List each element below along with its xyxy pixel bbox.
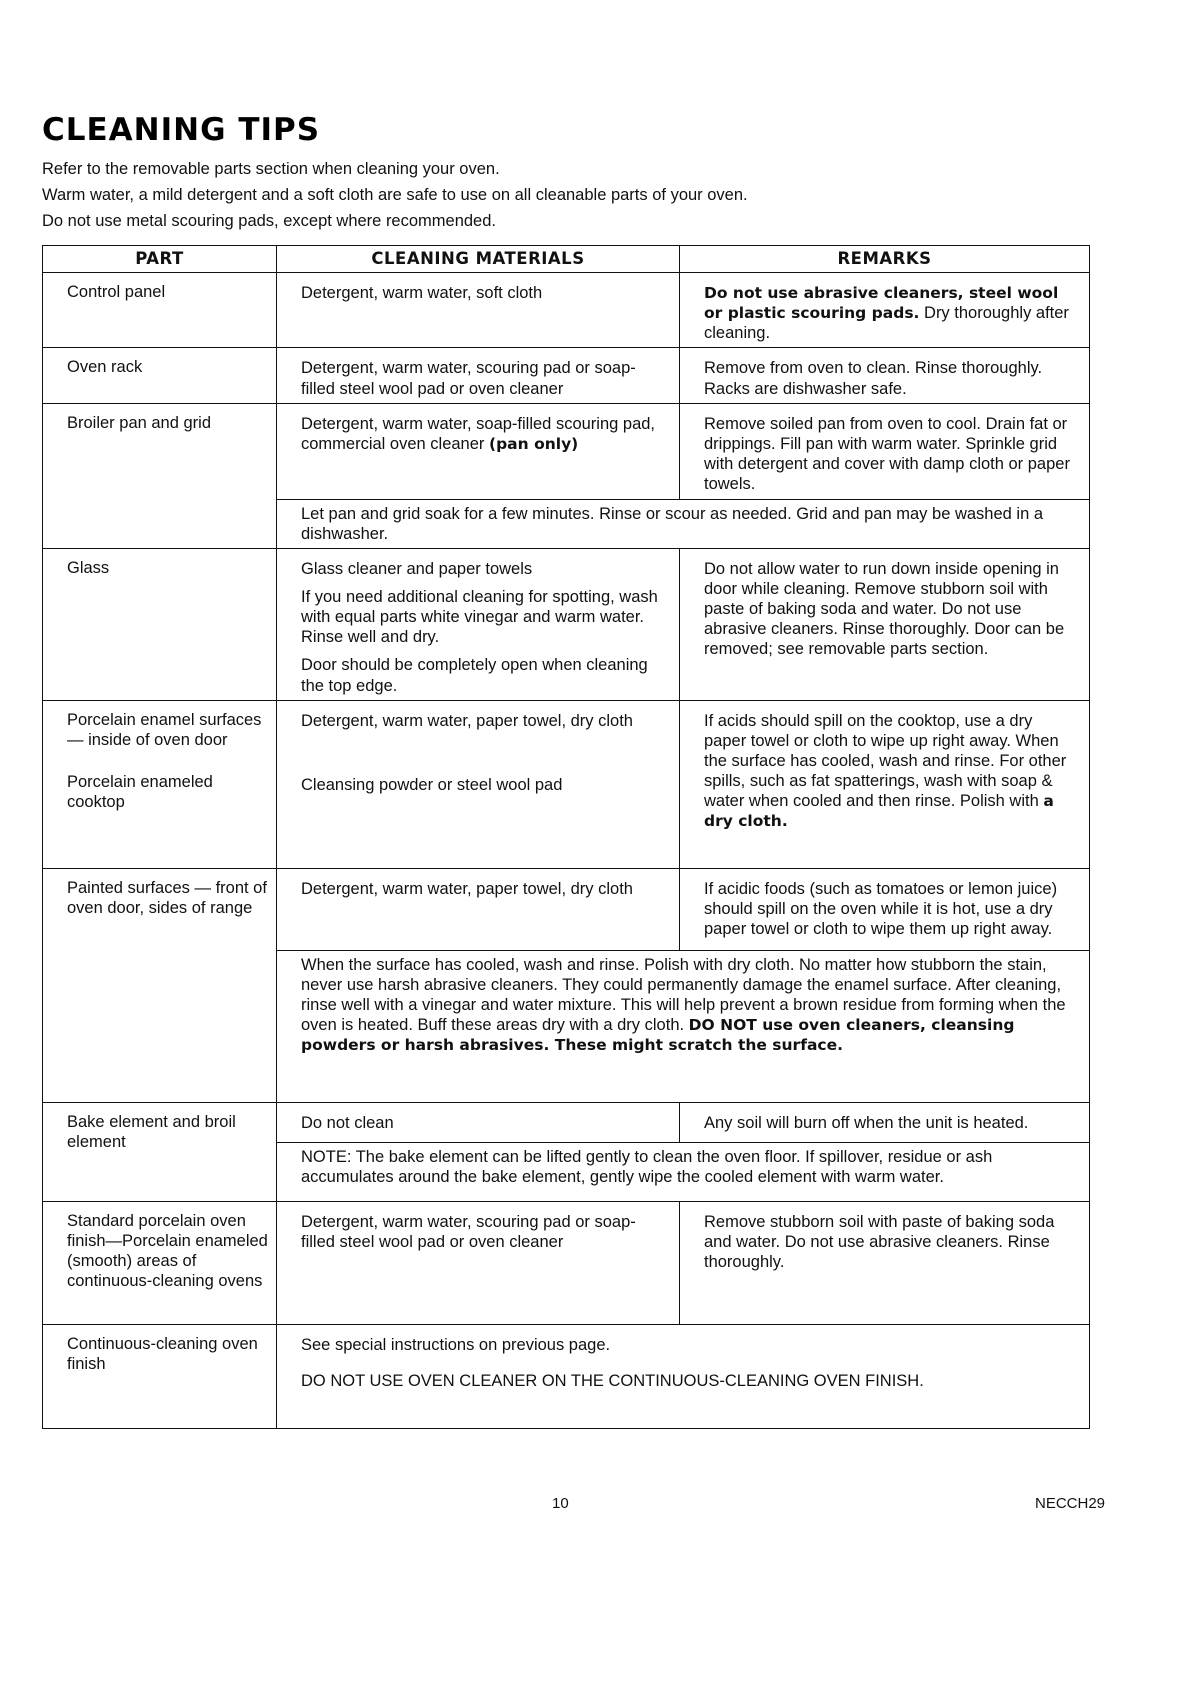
materials-text: Detergent, warm water, paper towel, dry cloth	[301, 711, 633, 730]
intro-line: Do not use metal scouring pads, except where recommended.	[42, 212, 496, 230]
note-text: DO NOT USE OVEN CLEANER ON THE CONTINUOUS-CLEANING OVEN FINISH.	[301, 1371, 924, 1390]
part-cell: Bake element and broil element	[43, 1102, 277, 1201]
materials-cell	[277, 403, 680, 499]
materials-text: Cleansing powder or steel wool pad	[301, 775, 563, 794]
remarks-cell: Remove soiled pan from oven to cool. Drain fat or drippings. Fill pan with warm water. Sprinkle grid with detergent and cover with damp cloth or paper towels.	[680, 403, 1090, 499]
header-cleaning-materials: CLEANING MATERIALS	[277, 246, 680, 273]
remarks-text: Dry thoroughly after cleaning.	[704, 304, 1069, 343]
table-row	[43, 1102, 1090, 1142]
warning-text: Do not use abrasive cleaners, steel wool or plastic scouring pads.	[704, 284, 1059, 323]
table-row	[43, 348, 1090, 403]
part-text: Porcelain enameled cooktop	[67, 772, 213, 811]
table-row	[43, 403, 1090, 499]
page-title: CLEANING TIPS	[42, 112, 321, 148]
materials-text: Detergent, warm water, soap-filled scouring pad, commercial oven cleaner	[301, 414, 656, 453]
materials-cell: Detergent, warm water, paper towel, dry cloth	[277, 868, 680, 950]
materials-emphasis: (pan only)	[489, 434, 579, 453]
note-text: See special instructions on previous page.	[301, 1335, 611, 1354]
remarks-text: If acids should spill on the cooktop, use a dry paper towel or cloth to wipe up right away. When the surface has cooled, wash and rinse. For other spills, such as fat spatterings, wash with soap & water when cooled and then rinse. Polish with	[704, 711, 1067, 811]
header-part: PART	[43, 246, 277, 273]
materials-cell: Detergent, warm water, soft cloth	[277, 273, 680, 348]
note-cell	[277, 950, 1090, 1102]
materials-text: Glass cleaner and paper towels	[301, 559, 533, 578]
intro-line: Refer to the removable parts section when cleaning your oven.	[42, 160, 500, 178]
part-cell: Oven rack	[43, 348, 277, 403]
part-cell: Painted surfaces — front of oven door, sides of range	[43, 868, 277, 1102]
page-number: 10	[552, 1495, 569, 1512]
part-cell	[43, 700, 277, 868]
remarks-emphasis: a dry cloth.	[704, 792, 1054, 831]
note-cell	[277, 1324, 1090, 1428]
table-header-row	[43, 246, 1090, 273]
table-row	[43, 700, 1090, 868]
table-row	[43, 273, 1090, 348]
remarks-cell: Any soil will burn off when the unit is heated.	[680, 1102, 1090, 1142]
table-row	[43, 868, 1090, 950]
materials-text: If you need additional cleaning for spotting, wash with equal parts white vinegar and warm water. Rinse well and dry.	[301, 588, 658, 647]
materials-cell: Do not clean	[277, 1102, 680, 1142]
part-cell: Glass	[43, 548, 277, 700]
materials-cell: Detergent, warm water, scouring pad or soap-filled steel wool pad or oven cleaner	[277, 1201, 680, 1324]
remarks-cell: Do not allow water to run down inside opening in door while cleaning. Remove stubborn soil with paste of baking soda and water. Do not use abrasive cleaners. Rinse thoroughly. Door can be removed; see removable parts section.	[680, 548, 1090, 700]
note-cell: Let pan and grid soak for a few minutes. Rinse or scour as needed. Grid and pan may be washed in a dishwasher.	[277, 499, 1090, 548]
part-text: Porcelain enamel surfaces — inside of oven door	[67, 710, 262, 749]
table-row	[43, 548, 1090, 700]
part-cell: Standard porcelain oven finish—Porcelain enameled (smooth) areas of continuous-cleaning ovens	[43, 1201, 277, 1324]
remarks-cell: If acidic foods (such as tomatoes or lemon juice) should spill on the oven while it is hot, use a dry paper towel or cloth to wipe them up right away.	[680, 868, 1090, 950]
intro-line: Warm water, a mild detergent and a soft cloth are safe to use on all cleanable parts of your oven.	[42, 186, 748, 204]
remarks-cell: Remove stubborn soil with paste of baking soda and water. Do not use abrasive cleaners. Rinse thoroughly.	[680, 1201, 1090, 1324]
materials-cell: Detergent, warm water, scouring pad or soap-filled steel wool pad or oven cleaner	[277, 348, 680, 403]
part-cell: Broiler pan and grid	[43, 403, 277, 548]
table-row	[43, 1201, 1090, 1324]
cleaning-tips-table	[42, 245, 1090, 1429]
part-cell: Control panel	[43, 273, 277, 348]
materials-cell	[277, 700, 680, 868]
materials-cell	[277, 548, 680, 700]
remarks-cell	[680, 700, 1090, 868]
materials-text: Door should be completely open when cleaning the top edge.	[301, 656, 648, 695]
remarks-cell: Remove from oven to clean. Rinse thoroughly. Racks are dishwasher safe.	[680, 348, 1090, 403]
warning-text: DO NOT use oven cleaners, cleansing powders or harsh abrasives. These might scratch the surface.	[301, 1016, 1015, 1055]
header-remarks: REMARKS	[680, 246, 1090, 273]
part-cell: Continuous-cleaning oven finish	[43, 1324, 277, 1428]
note-text: When the surface has cooled, wash and rinse. Polish with dry cloth. No matter how stubborn the stain, never use harsh abrasive cleaners. They could permanently damage the enamel surface. After cleaning, rinse well with a vinegar and water mixture. This will help prevent a brown residue from forming when the oven is heated. Buff these areas dry with a dry cloth.	[301, 955, 1066, 1034]
document-code: NECCH29	[1035, 1495, 1106, 1512]
note-cell: NOTE: The bake element can be lifted gently to clean the oven floor. If spillover, residue or ash accumulates around the bake element, gently wipe the cooled element with warm water.	[277, 1142, 1090, 1201]
table-row	[43, 1324, 1090, 1428]
remarks-cell	[680, 273, 1090, 348]
